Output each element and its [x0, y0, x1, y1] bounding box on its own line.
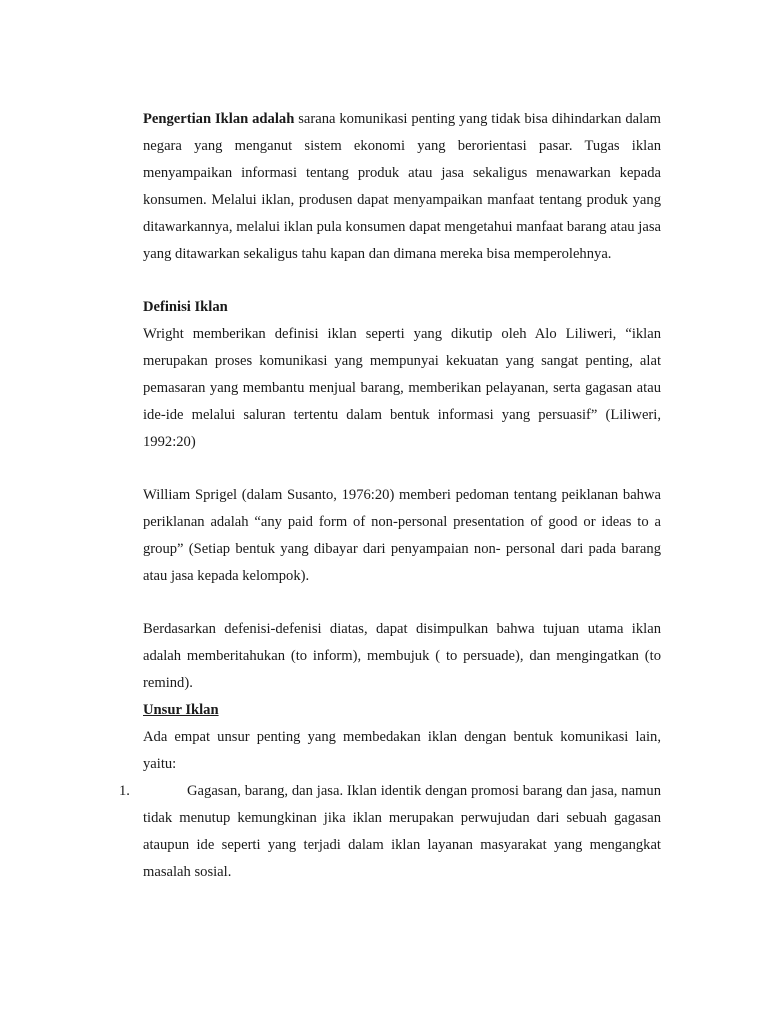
- wright-paragraph: Wright memberikan definisi iklan seperti yang dikutip oleh Alo Liliweri, “iklan merupakan proses komunikasi yang mempunyai kekuatan yang sangat penting, alat pemasaran yang membantu menjual barang, memberikan pelayanan, serta gagasan atau ide-ide melalui saluran tertentu dalam bentuk informasi yang persuasif” (Liliweri, 1992:20): [143, 326, 661, 450]
- unsur-intro-paragraph: Ada empat unsur penting yang membedakan iklan dengan bentuk komunikasi lain, yaitu:: [143, 729, 661, 772]
- document-body: [119, 106, 661, 886]
- intro-lead-term: Pengertian Iklan adalah: [143, 111, 295, 127]
- list-item-text: Gagasan, barang, dan jasa. Iklan identik dengan promosi barang dan jasa, namun tidak menutup kemungkinan jika iklan merupakan perwujudan dari sebuah gagasan ataupun ide seperti yang terjadi dalam iklan layanan masyarakat yang mengangkat masalah sosial.: [143, 783, 661, 880]
- intro-text: sarana komunikasi penting yang tidak bisa dihindarkan dalam negara yang menganut sistem ekonomi yang berorientasi pasar. Tugas iklan menyampaikan informasi tentang produk atau jasa sekaligus menawarkan kepada konsumen. Melalui iklan, produsen dapat menyampaikan manfaat tentang produk yang ditawarkannya, melalui iklan pula konsumen dapat mengetahui manfaat barang atau jasa yang ditawarkan sekaligus tahu kapan dan dimana mereka bisa memperolehnya.: [143, 111, 661, 262]
- list-item-number: 1.: [119, 783, 130, 799]
- definisi-heading: Definisi Iklan: [143, 299, 228, 315]
- intro-paragraph: [143, 106, 661, 268]
- spacer: [143, 590, 661, 616]
- conclusion-paragraph: Berdasarkan defenisi-defenisi diatas, dapat disimpulkan bahwa tujuan utama iklan adalah memberitahukan (to inform), membujuk ( to persuade), dan mengingatkan (to remind).: [143, 621, 661, 691]
- sprigel-paragraph: William Sprigel (dalam Susanto, 1976:20) memberi pedoman tentang peiklanan bahwa periklanan adalah “any paid form of non-personal presentation of good or ideas to a group” (Setiap bentuk yang dibayar dari penyampaian non- personal dari pada barang atau jasa kepada kelompok).: [143, 487, 661, 584]
- unsur-heading: Unsur Iklan: [143, 702, 219, 718]
- spacer: [143, 268, 661, 294]
- spacer: [143, 456, 661, 482]
- list-item: [119, 778, 661, 886]
